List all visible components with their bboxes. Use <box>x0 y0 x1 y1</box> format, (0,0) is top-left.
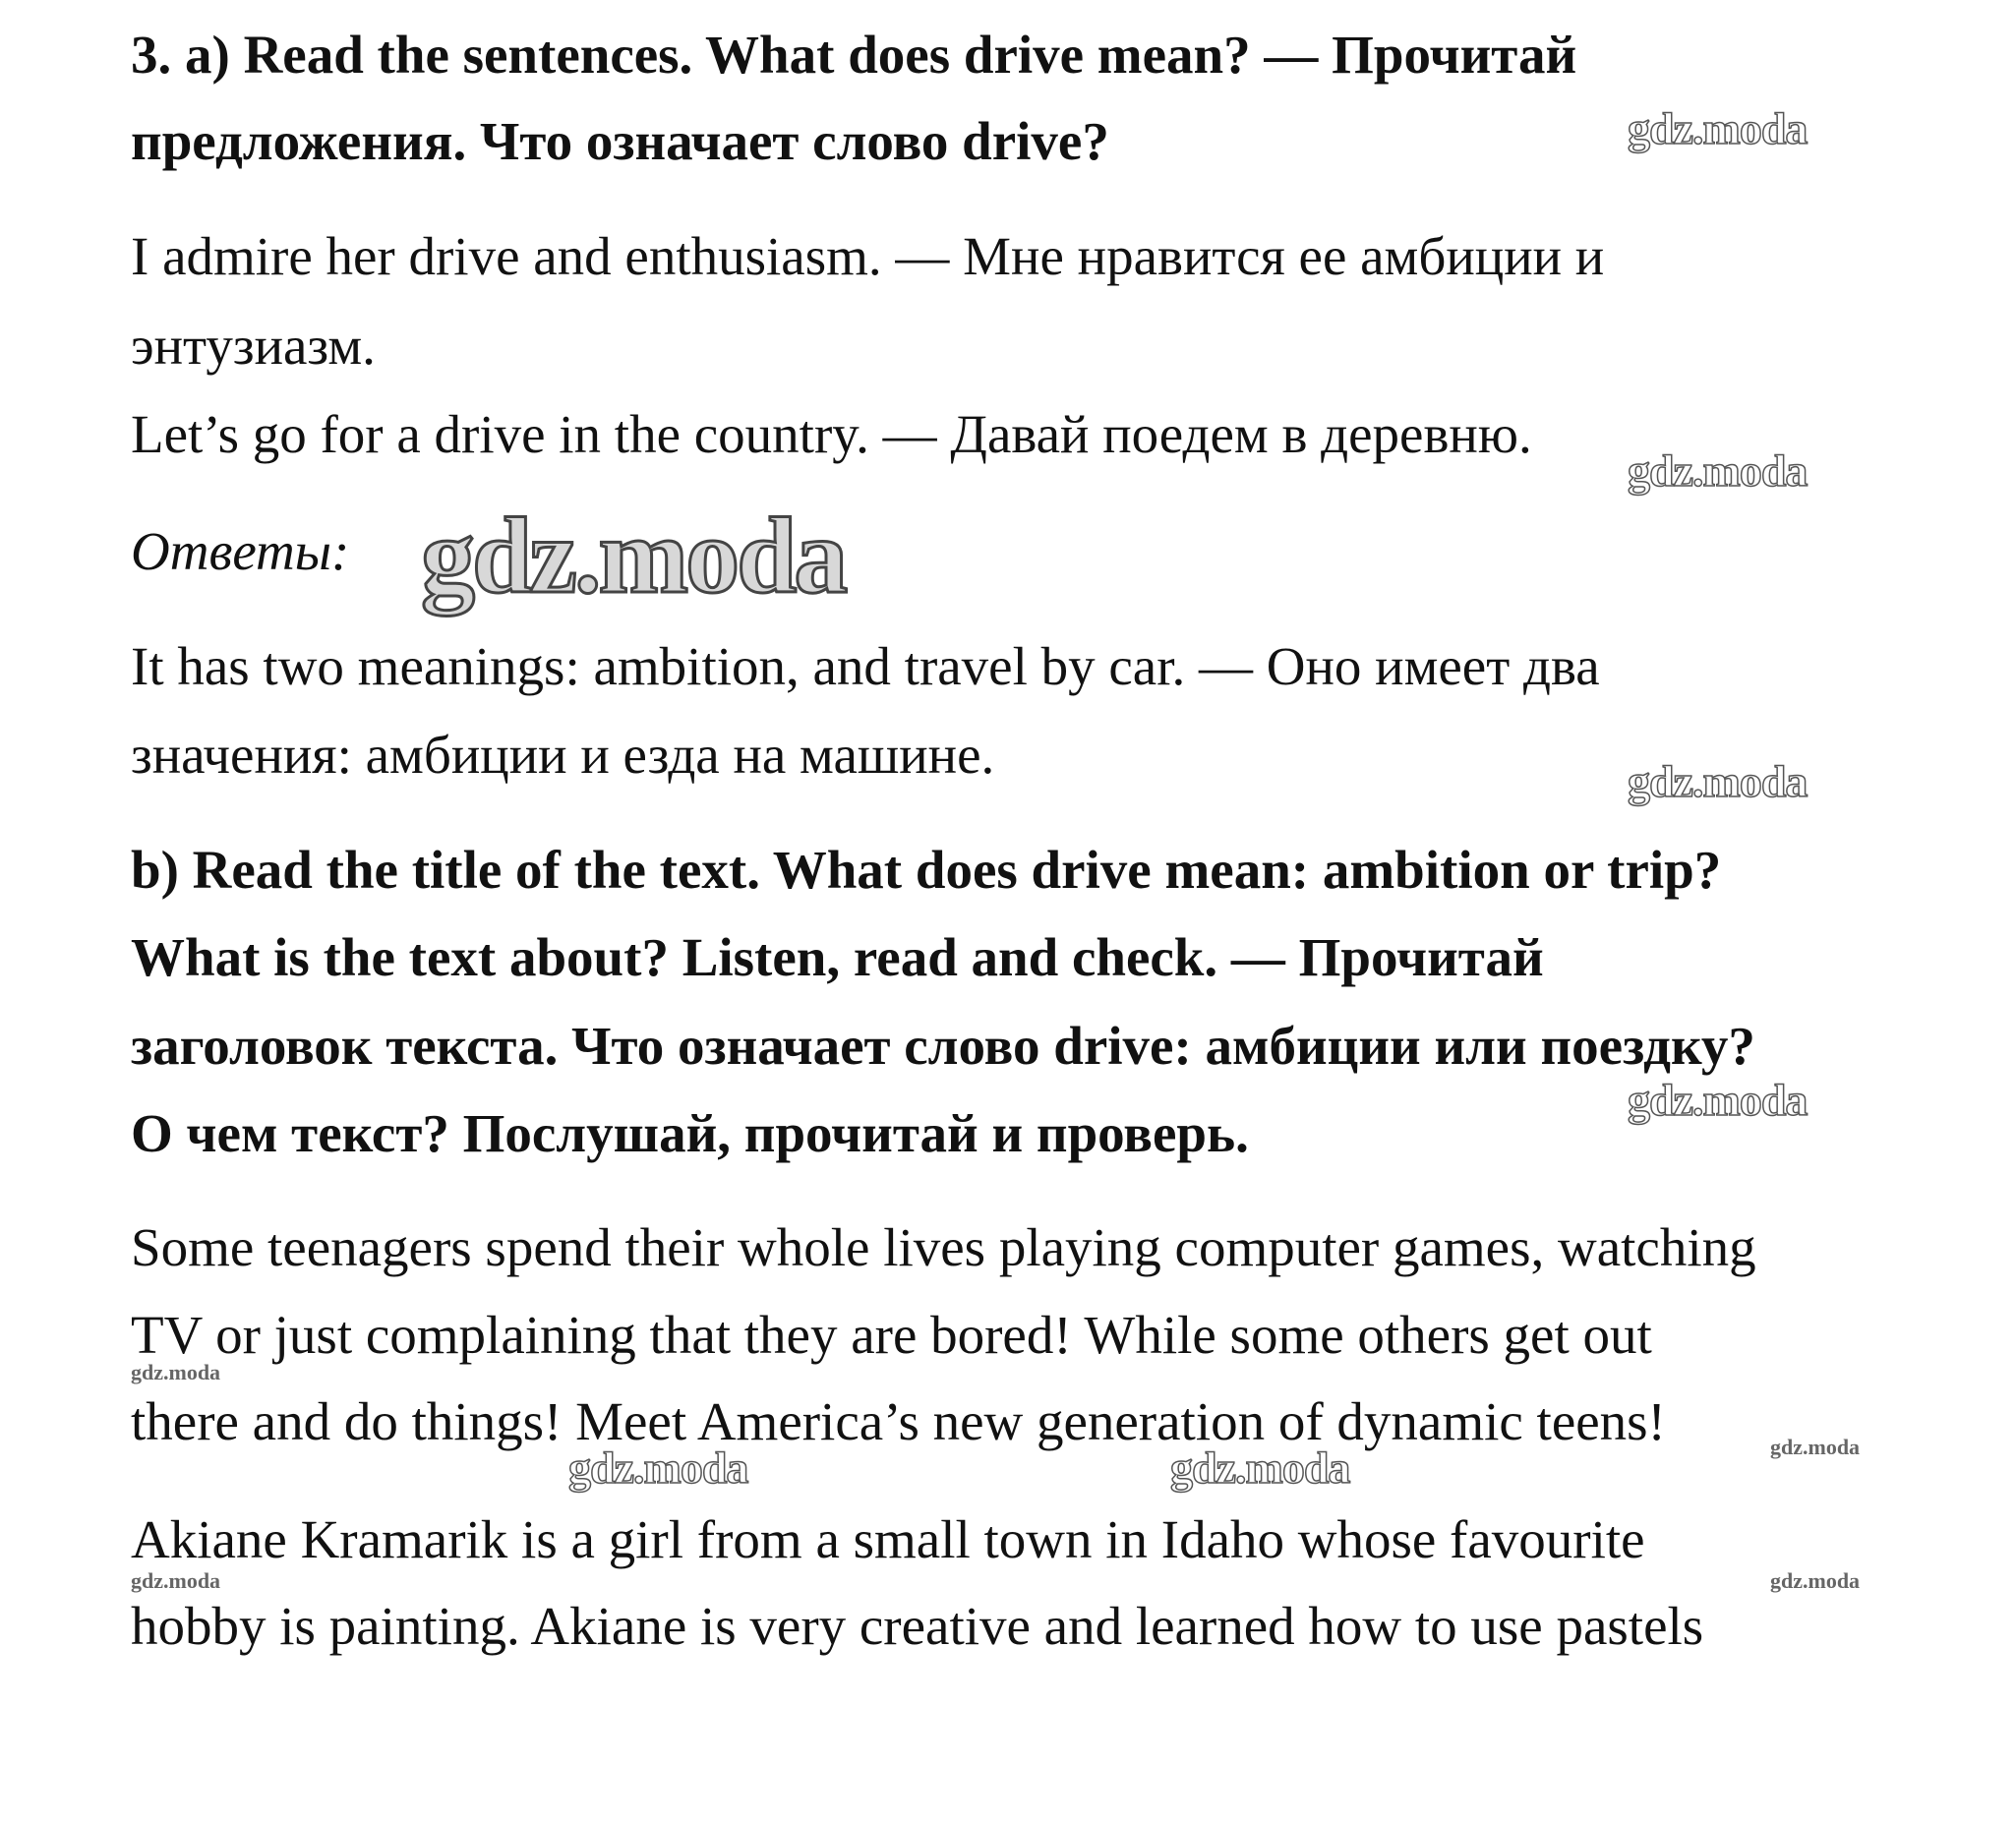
body-line-2: TV or just complaining that they are bored! While some others get out <box>131 1305 1652 1365</box>
example-line-1: I admire her drive and enthusiasm. — Мне нравится ее амбиции и <box>131 226 1605 286</box>
answer-line-2: значения: амбиции и езда на машине. <box>131 725 995 785</box>
watermark: gdz.moda <box>1170 1442 1350 1493</box>
watermark: gdz.moda <box>568 1442 748 1493</box>
body-line-5: hobby is painting. Akiane is very creative and learned how to use pastels <box>131 1596 1704 1656</box>
body-line-3: there and do things! Meet America’s new generation of dynamic teens! <box>131 1391 1666 1451</box>
watermark: gdz.moda <box>1628 1075 1808 1125</box>
example-line-3: Let’s go for a drive in the country. — Давай поедем в деревню. <box>131 404 1532 464</box>
example-line-2: энтузиазм. <box>131 316 376 376</box>
section-b-heading-line-1: b) Read the title of the text. What does drive mean: ambition or trip? <box>131 840 1722 900</box>
answers-label: Ответы: <box>131 521 350 581</box>
body-line-4: Akiane Kramarik is a girl from a small town in Idaho whose favourite <box>131 1509 1645 1569</box>
watermark-small: gdz.moda <box>131 1568 221 1593</box>
section-b-heading-line-2: What is the text about? Listen, read and check. — Прочитай <box>131 927 1544 987</box>
watermark-small: gdz.moda <box>1770 1568 1861 1593</box>
section-b-heading-line-4: О чем текст? Послушай, прочитай и проверь. <box>131 1103 1249 1163</box>
watermark: gdz.moda <box>1628 103 1808 153</box>
section-a-heading-line-1: 3. a) Read the sentences. What does drive mean? — Прочитай <box>131 25 1577 85</box>
section-a-heading-line-2: предложения. Что означает слово drive? <box>131 111 1109 171</box>
watermark: gdz.moda <box>1628 445 1808 496</box>
answer-line-1: It has two meanings: ambition, and travel by car. — Оно имеет два <box>131 636 1600 696</box>
body-line-1: Some teenagers spend their whole lives playing computer games, watching <box>131 1217 1756 1277</box>
watermark: gdz.moda <box>1628 756 1808 806</box>
section-b-heading-line-3: заголовок текста. Что означает слово drive: амбиции или поездку? <box>131 1016 1755 1076</box>
watermark-small: gdz.moda <box>131 1360 221 1384</box>
watermark-small: gdz.moda <box>1770 1435 1861 1459</box>
watermark-large: gdz.moda <box>421 496 846 616</box>
